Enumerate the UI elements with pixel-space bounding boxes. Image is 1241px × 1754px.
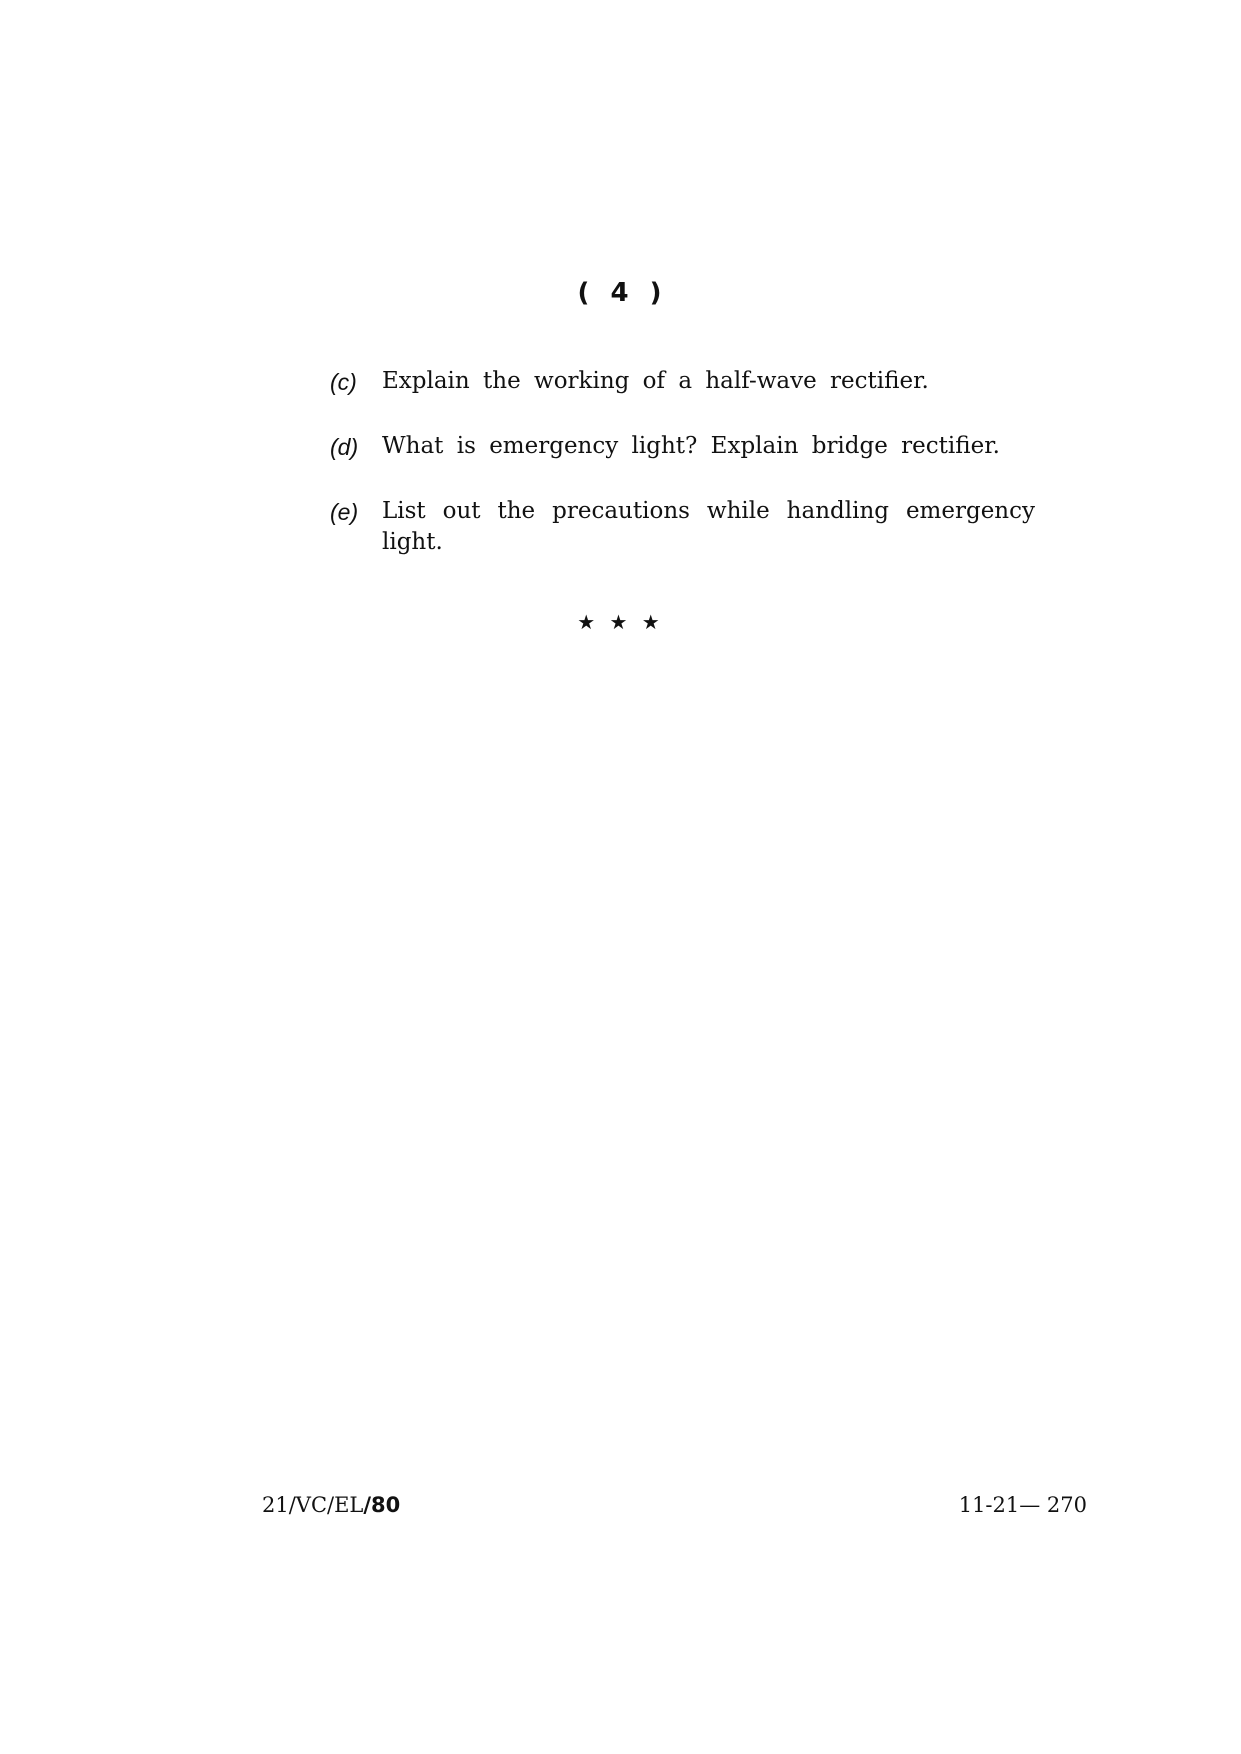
print-info: 11-21— 270 [958, 1493, 1087, 1517]
end-of-paper-stars: ★ ★ ★ [577, 610, 664, 634]
question-item [330, 366, 1035, 398]
question-item [330, 431, 1035, 463]
question-item [330, 496, 1035, 558]
question-list [330, 366, 1035, 591]
question-label: (c) [330, 369, 357, 395]
paper-code-prefix: 21/VC/EL [262, 1493, 364, 1517]
page-number: ( 4 ) [577, 278, 664, 308]
question-text: Explain the working of a half-wave rectifier. [382, 368, 929, 394]
paper-code-number: /80 [363, 1493, 401, 1517]
question-text: List out the precautions while handling emergency light. [382, 498, 1035, 555]
paper-code [262, 1493, 400, 1517]
question-label: (d) [330, 434, 359, 460]
question-text: What is emergency light? Explain bridge rectifier. [382, 433, 1000, 459]
question-label: (e) [330, 499, 359, 525]
